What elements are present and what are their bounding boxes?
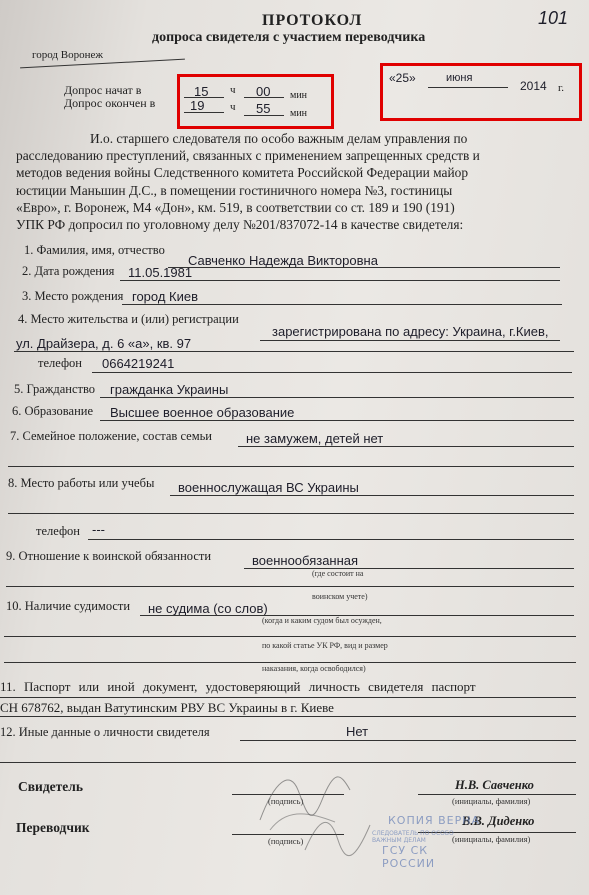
translator-label: Переводчик bbox=[16, 820, 90, 835]
field-10-value: не судима (со слов) bbox=[148, 601, 268, 616]
field-8-line bbox=[170, 495, 574, 496]
field-9-hint-1: (где состоит на bbox=[312, 569, 364, 578]
witness-name-hint: (инициалы, фамилия) bbox=[452, 796, 531, 806]
field-10-hint-2: по какой статье УК РФ, вид и размер bbox=[262, 641, 388, 650]
city-value: город Воронеж bbox=[32, 49, 103, 61]
date-year-value: 2014 bbox=[520, 79, 547, 93]
field-6-value: Высшее военное образование bbox=[110, 405, 295, 420]
work-phone-line bbox=[88, 539, 574, 540]
document-title: ПРОТОКОЛ bbox=[262, 12, 363, 29]
field-8-line-2 bbox=[8, 513, 574, 514]
field-12-line bbox=[240, 740, 576, 741]
field-4-label: 4. Место жительства и (или) регистрации bbox=[18, 312, 239, 326]
stamp-line-1: КОПИЯ ВЕРНА bbox=[388, 814, 481, 827]
field-11-line bbox=[0, 697, 576, 698]
phone-label: телефон bbox=[38, 356, 82, 370]
stamp-line-2: СЛЕДОВАТЕЛЬ ПО ОСОБО ВАЖНЫМ ДЕЛАМ bbox=[372, 830, 454, 844]
field-6-line bbox=[100, 420, 574, 421]
field-2-value: 11.05.1981 bbox=[128, 265, 193, 280]
field-3-label: 3. Место рождения bbox=[22, 289, 124, 303]
field-9-value: военнообязанная bbox=[252, 553, 359, 568]
field-9-label: 9. Отношение к воинской обязанности bbox=[6, 549, 212, 563]
field-7-line bbox=[238, 446, 574, 447]
date-day-value: «25» bbox=[389, 71, 416, 85]
translator-signature-hint: (подпись) bbox=[268, 836, 304, 846]
phone-line bbox=[92, 372, 572, 373]
intro-line: методов ведения войны Следственного комитета Российской Федерации майор bbox=[16, 165, 469, 181]
field-10-line-2 bbox=[4, 636, 576, 637]
start-min-unit: мин bbox=[290, 90, 308, 101]
witness-label: Свидетель bbox=[18, 779, 83, 794]
field-4-line bbox=[260, 340, 560, 341]
intro-line: УПК РФ допросил по уголовному делу №201/837072-14 в качестве свидетеля: bbox=[16, 217, 464, 233]
witness-signature-hint: (подпись) bbox=[268, 796, 304, 806]
date-year-suffix: г. bbox=[558, 82, 565, 94]
field-8-label: 8. Место работы или учебы bbox=[8, 476, 155, 490]
witness-name-line bbox=[418, 794, 576, 795]
field-10-hint-1: (когда и каким судом был осужден, bbox=[262, 616, 382, 625]
field-7-label: 7. Семейное положение, состав семьи bbox=[10, 429, 212, 443]
field-9-line-2 bbox=[6, 586, 574, 587]
end-hour-unit: ч bbox=[230, 101, 236, 113]
field-1-line bbox=[168, 267, 560, 268]
field-4-value: зарегистрирована по адресу: Украина, г.Киев, bbox=[272, 324, 549, 339]
date-month-value: июня bbox=[446, 72, 473, 84]
field-3-value: город Киев bbox=[132, 289, 199, 304]
field-5-label: 5. Гражданство bbox=[14, 382, 96, 396]
field-11-value: СН 678762, выдан Ватутинским РВУ ВС Украины в г. Киеве bbox=[0, 700, 334, 715]
end-hour-value: 19 bbox=[190, 98, 205, 113]
intro-line: расследованию преступлений, связанных с применением запрещенных средств и bbox=[16, 148, 480, 164]
field-12-label: 12. Иные данные о личности свидетеля bbox=[0, 725, 210, 739]
field-5-value: гражданка Украины bbox=[110, 382, 229, 397]
field-1-value: Савченко Надежда Викторовна bbox=[188, 253, 378, 268]
field-9-line bbox=[244, 568, 574, 569]
intro-paragraph bbox=[16, 130, 574, 233]
stamp-line-3: ГСУ СК РОССИИ bbox=[382, 844, 436, 870]
field-10-line-3 bbox=[4, 662, 576, 663]
start-hour-unit: ч bbox=[230, 84, 236, 96]
intro-line: «Евро», г. Воронеж, М4 «Дон», км. 519, в соответствии со ст. 189 и 190 (191) bbox=[16, 199, 455, 215]
field-4-value-2: ул. Драйзера, д. 6 «а», кв. 97 bbox=[16, 336, 192, 351]
field-12-value: Нет bbox=[346, 724, 369, 739]
translator-name: В.В. Диденко bbox=[462, 814, 535, 828]
witness-name: Н.В. Савченко bbox=[455, 778, 534, 792]
page-number-handwritten: 101 bbox=[538, 8, 569, 28]
time-highlight-box bbox=[177, 74, 334, 129]
field-11-line-2 bbox=[0, 716, 576, 717]
field-10-label: 10. Наличие судимости bbox=[6, 599, 131, 613]
field-6-label: 6. Образование bbox=[12, 404, 94, 418]
start-min-value: 00 bbox=[256, 84, 271, 99]
field-2-label: 2. Дата рождения bbox=[22, 264, 115, 278]
document-subtitle: допроса свидетеля с участием переводчика bbox=[152, 30, 426, 45]
end-min-unit: мин bbox=[290, 108, 308, 119]
end-min-value: 55 bbox=[256, 101, 271, 116]
field-4-line-2 bbox=[14, 351, 574, 352]
translator-name-hint: (инициалы, фамилия) bbox=[452, 834, 531, 844]
phone-value: 0664219241 bbox=[102, 356, 175, 371]
field-3-line bbox=[122, 304, 562, 305]
work-phone-label: телефон bbox=[36, 524, 80, 538]
field-7-line-2 bbox=[8, 466, 574, 467]
date-highlight-box bbox=[380, 63, 582, 121]
work-phone-value: --- bbox=[92, 522, 105, 537]
field-2-line bbox=[120, 280, 560, 281]
field-1-label: 1. Фамилия, имя, отчество bbox=[24, 243, 165, 257]
field-7-value: не замужем, детей нет bbox=[246, 431, 384, 446]
start-time-label: Допрос начат в bbox=[64, 83, 142, 97]
field-8-value: военнослужащая ВС Украины bbox=[178, 480, 359, 495]
end-time-label: Допрос окончен в bbox=[64, 96, 156, 110]
field-5-line bbox=[100, 397, 574, 398]
copy-certified-stamp bbox=[372, 814, 482, 874]
intro-line: юстиции Маньшин Д.С., в помещении гостиничного номера №3, гостиницы bbox=[16, 182, 453, 198]
translator-handwritten-signature bbox=[300, 805, 380, 865]
field-9-hint-2: воинском учете) bbox=[312, 592, 368, 601]
field-11-label: 11. Паспорт или иной документ, удостоверяющий личность свидетеля паспорт bbox=[0, 679, 476, 694]
intro-line: И.о. старшего следователя по особо важным делам управления по bbox=[90, 131, 468, 146]
field-10-hint-3: наказания, когда освободился) bbox=[262, 664, 366, 673]
start-hour-value: 15 bbox=[194, 84, 209, 99]
